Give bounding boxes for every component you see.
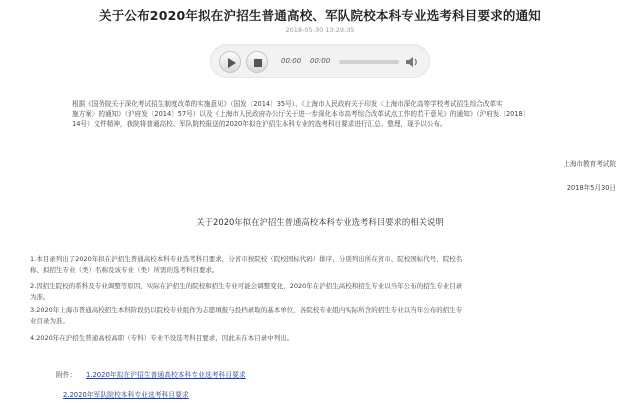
issuer-name: 上海市教育考试院 <box>563 160 616 168</box>
explanation-line: 1.本目录列出了2020年拟在沪招生普通高校本科专业选考科目要求，分省市按院校（院校国标代码）排序，分别列出所在省市、院校国标代号、院校名 <box>30 255 463 263</box>
attachment-link[interactable]: 1.2020年拟在沪招生普通高校本科专业选考科目要求 <box>86 371 246 379</box>
intro-line: 根据《国务院关于深化考试招生制度改革的实施意见》（国发〔2014〕35号）、《上海市人民政府关于印发〈上海市深化高等学校考试招生综合改革实 <box>72 100 503 108</box>
audio-current-time: 00:00 <box>281 57 302 65</box>
stop-icon <box>247 52 269 74</box>
intro-line: 14号）文件精神，我院将普通高校、军队院校报送的2020年拟在沪招生本科专业的选考科目要求进行汇总、整理，现予以公布。 <box>72 120 447 128</box>
page-title: 关于公布2020年拟在沪招生普通高校、军队院校本科专业选考科目要求的通知 <box>99 8 541 23</box>
explanation-line: 4.2020年在沪招生普通高校高职（专科）专业不设选考科目要求，因此未在本目录中列出。 <box>30 334 294 342</box>
intro-paragraph <box>72 99 529 129</box>
attachment-link[interactable]: 2.2020年军队院校本科专业选考科目要求 <box>63 391 189 399</box>
play-button[interactable] <box>219 51 241 73</box>
attachments-label: 附件： <box>56 371 77 379</box>
audio-progress-bar[interactable] <box>339 60 399 64</box>
volume-icon[interactable] <box>405 55 419 69</box>
audio-duration: 00:00 <box>310 57 331 65</box>
explanation-line: 称、拟招生专业（类）名称及该专业（类）所需的选考科目要求。 <box>30 265 219 274</box>
explanation-item <box>30 254 462 275</box>
audio-player <box>210 44 430 78</box>
explanation-title: 关于2020年拟在沪招生普通高校本科专业选考科目要求的相关说明 <box>196 217 444 227</box>
publish-timestamp: 2018-05-30 13:29:35 <box>285 26 355 34</box>
play-icon <box>220 52 242 74</box>
explanation-item <box>30 281 462 302</box>
explanation-line: 3.2020年上海市普通高校招生本科阶段仍以院校专业组作为志愿填报与投档录取的基本单位，各院校专业组内实际所含的招生专业以当年公布的招生专 <box>30 306 463 314</box>
explanation-line: 业目录为准。 <box>30 316 69 325</box>
explanation-item <box>30 333 293 344</box>
explanation-line: 为准。 <box>30 292 50 301</box>
intro-line: 施方案〉的通知》（沪府发〔2014〕57号）以及《上海市人民政府办公厅关于进一步深化本市高考综合改革试点工作的若干意见》的通知》（沪府发〔2018〕 <box>72 110 530 118</box>
stop-button[interactable] <box>246 51 268 73</box>
explanation-item <box>30 305 462 326</box>
issue-date: 2018年5月30日 <box>566 184 616 192</box>
explanation-line: 2.因招生院校的系科及专业调整等原因，实际在沪招生的院校和招生专业可能会调整变化，2020年在沪招生高校和招生专业以当年公布的招生专业目录 <box>30 282 463 290</box>
